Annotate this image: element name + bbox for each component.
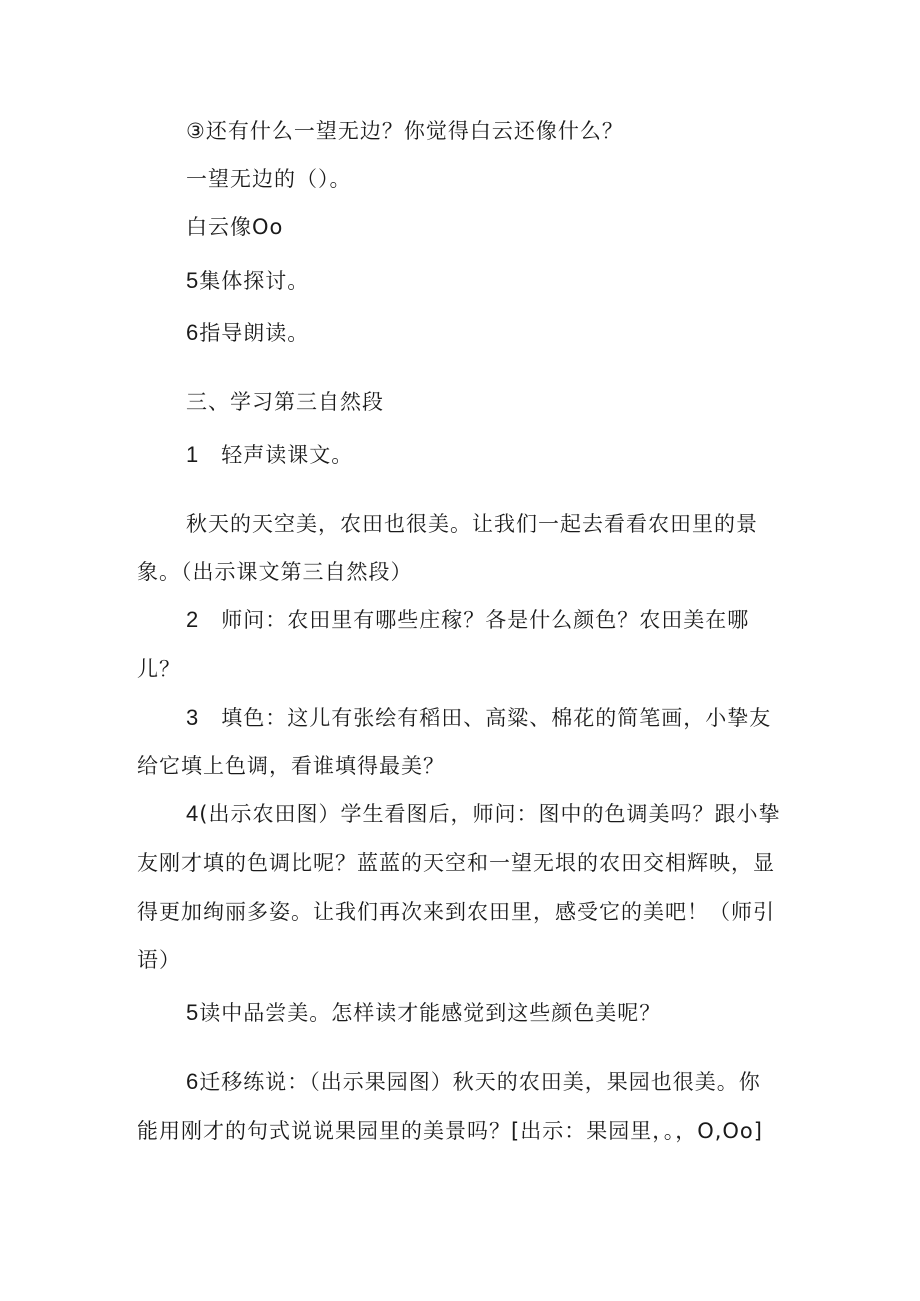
step-2 (186, 605, 749, 635)
step-3 (186, 703, 771, 733)
step-4-number: 4 (186, 801, 200, 826)
intro-line-1: 秋天的天空美，农田也很美。让我们一起去看看农田里的景 (186, 512, 758, 536)
item-5 (186, 266, 309, 296)
step-2-line-2: 儿？ (137, 657, 181, 681)
intro-line-2: 象。（出示课文第三自然段） (137, 560, 413, 584)
step-2-number: 2 (186, 607, 200, 632)
step-6 (186, 1067, 761, 1097)
item-6 (186, 318, 309, 348)
step-1-number: 1 (186, 442, 200, 467)
step-6-text: 迁移练说：（出示果园图）秋天的农田美，果园也很美。你 (199, 1070, 761, 1094)
item-5-number: 5 (186, 268, 200, 293)
fill-blank-edge: 一望无边的（）。 (186, 167, 352, 191)
item-6-number: 6 (186, 320, 200, 345)
item-5-text: 集体探讨。 (199, 269, 310, 293)
fill-blank-cloud: 白云像Oo (186, 215, 284, 239)
step-5 (186, 998, 661, 1028)
step-5-text: 读中品尝美。怎样读才能感觉到这些颜色美呢？ (199, 1001, 662, 1025)
step-4-line-3: 得更加绚丽多姿。让我们再次来到农田里，感受它的美吧！（师引 (137, 900, 775, 924)
section-3-heading: 三、学习第三自然段 (186, 390, 384, 414)
step-1 (186, 440, 353, 470)
step-3-line-2: 给它填上色调，看谁填得最美？ (137, 754, 445, 778)
step-3-number: 3 (186, 705, 200, 730)
step-4-line-2: 友刚才填的色调比呢？蓝蓝的天空和一望无垠的农田交相辉映，显 (137, 851, 775, 875)
step-5-number: 5 (186, 1000, 200, 1025)
step-1-text: 轻声读课文。 (221, 443, 354, 467)
item-6-text: 指导朗读。 (199, 321, 310, 345)
step-2-text: 师问：农田里有哪些庄稼？各是什么颜色？农田美在哪 (221, 608, 750, 632)
step-4-line-4: 语） (137, 948, 181, 972)
step-4-text: (出示农田图）学生看图后，师问：图中的色调美吗？跟小挚 (199, 802, 781, 826)
step-6-number: 6 (186, 1069, 200, 1094)
step-3-text: 填色：这儿有张绘有稻田、高粱、棉花的简笔画，小挚友 (221, 706, 772, 730)
step-4 (186, 799, 780, 829)
step-6-line-2: 能用刚才的句式说说果园里的美景吗？[出示：果园里，。，O,Oo] (137, 1119, 763, 1143)
question-3: ③还有什么一望无边？你觉得白云还像什么？ (186, 119, 624, 143)
